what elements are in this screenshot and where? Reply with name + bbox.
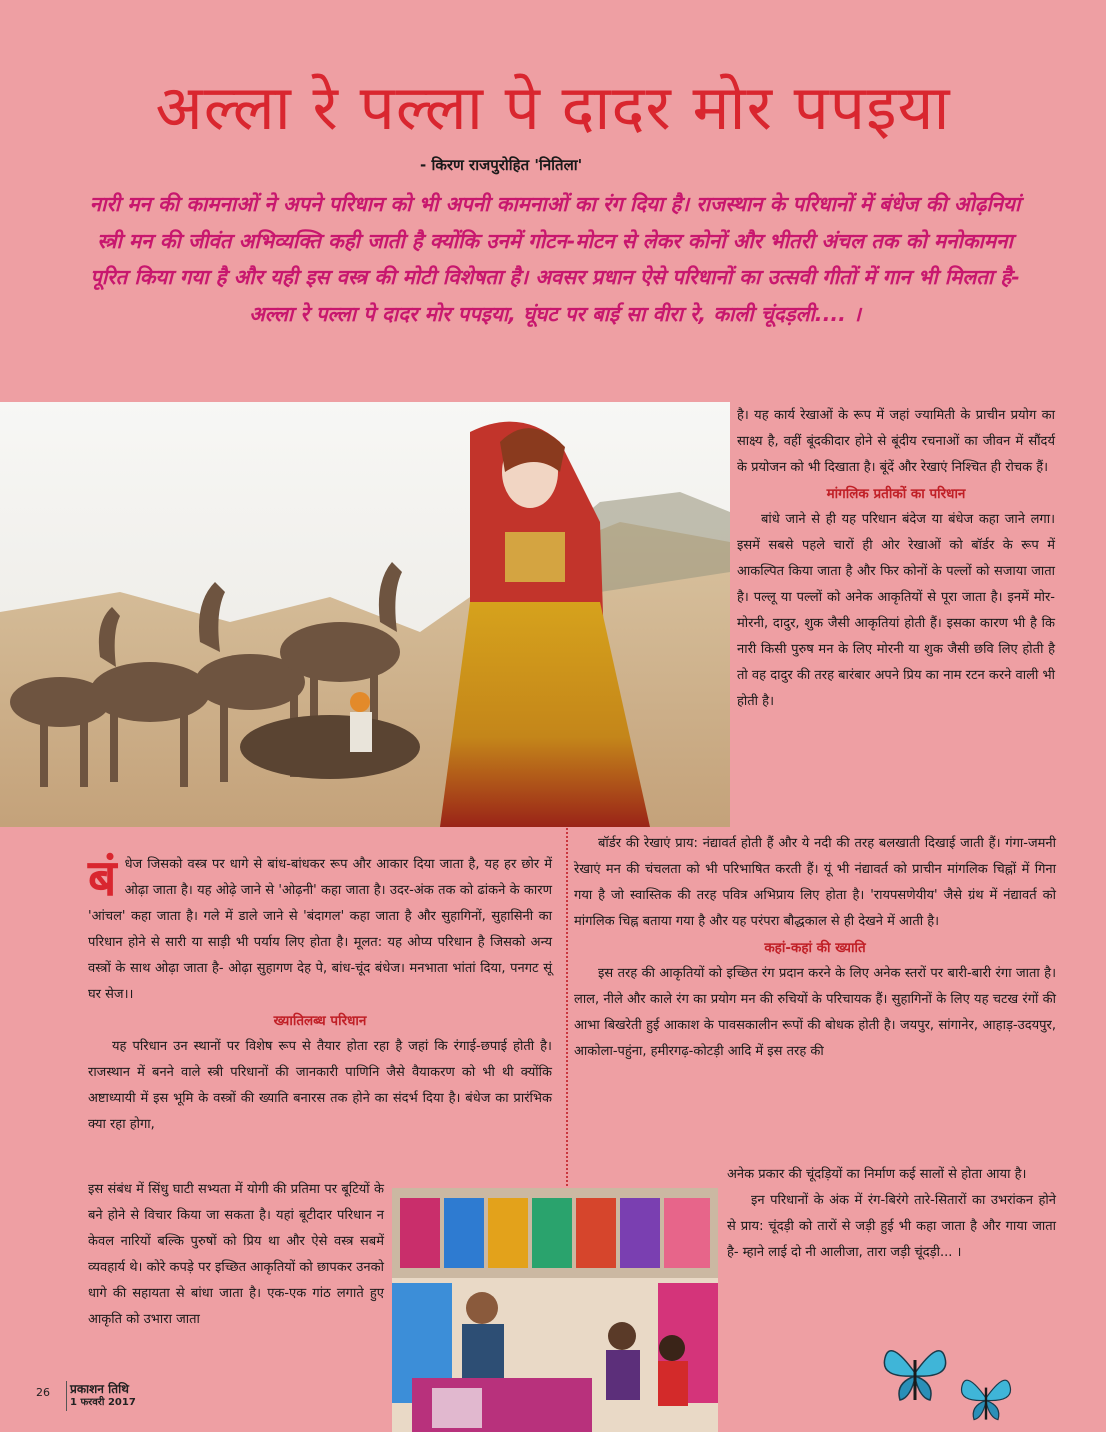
body-paragraph: है। यह कार्य रेखाओं के रूप में जहां ज्यामिती के प्राचीन प्रयोग का साक्ष्य है, वहीं बूंदकीदार होने से बूंदीय रचनाओं का जीवन में सौंदर्य के प्रयोजन को भी दिखाता है। बूंदें और रेखाएं निश्चित ही रोचक हैं। [737, 408, 1055, 475]
left-column [88, 848, 552, 1138]
dropcap: बं [88, 848, 117, 907]
footer-brand [70, 1382, 136, 1410]
butterfly-icon [958, 1370, 1014, 1426]
camels-bride-photo [0, 402, 730, 827]
author-byline: - किरण राजपुरोहित 'नितिला' [420, 156, 583, 174]
subheading: ख्यातिलब्ध परिधान [273, 1013, 367, 1029]
butterfly-icon [880, 1338, 950, 1408]
body-paragraph: अनेक प्रकार की चूंदड़ियों का निर्माण कई सालों से होता आया है। [727, 1167, 1027, 1182]
body-paragraph: इन परिधानों के अंक में रंग-बिरंगे तारे-सितारों का उभरांकन होने से प्राय: चूंदड़ी को तारों से जड़ी हुई भी कहा जाता है और गाया जाता है- म्हाने लाई दो नी आलीजा, तारा जड़ी चूंदड़ी... । [727, 1193, 1056, 1260]
right-column-upper [737, 403, 1055, 715]
article-title: अल्ला रे पल्ला पे दादर मोर पपइया [155, 71, 951, 144]
right-column-end [727, 1162, 1056, 1266]
body-paragraph: धेज जिसको वस्त्र पर धागे से बांध-बांधकर रूप और आकार दिया जाता है, यह हर छोर में ओढ़ा जाता है। यह ओढ़े जाने से 'ओढ़नी' कहा जाता है। उदर-अंक तक को ढांकने के कारण 'आंचल' कहा जाता है। गले में डाले जाने से 'बंदागल' कहा जाता है और सुहागिनों, सुहासिनी का परिधान होने से सारी या साड़ी भी पर्याय लिए होता है। मूलत: यह ओप्य परिधान है जिसको अन्य वस्त्रों के साथ ओढ़ा जाता है- ओढ़ा सुहागण देह पे, बांध-चूंद बंधेज। मनभाता भांतां दिया, पनगट सूं घर सेज।। [88, 857, 552, 1002]
body-paragraph: इस तरह की आकृतियों को इच्छित रंग प्रदान करने के लिए अनेक स्तरों पर बारी-बारी रंगा जाता है। लाल, नीले और काले रंग का प्रयोग मन की रुचियों के परिचायक हैं। सुहागिनों के लिए यह चटख रंगों की आभा बिखरेती हुई आकाश के पावसकालीन रूपों की बोधक होती है। जयपुर, सांगानेर, आहाड़-उदयपुर, आकोला-पहुंना, हमीरगढ़-कोटड़ी आदि में इस तरह की [574, 966, 1056, 1059]
body-paragraph: यह परिधान उन स्थानों पर विशेष रूप से तैयार होता रहा है जहां कि रंगाई-छपाई होती है। राजस्थान में बनने वाले स्त्री परिधानों की जानकारी पाणिनि जैसे वैयाकरण को भी थी क्योंकि अष्टाध्यायी में इस भूमि के वस्त्रों की ख्याति बनारस तक होने का संदर्भ दिया है। बंधेज का प्रारंभिक क्या रहा होगा, [88, 1039, 552, 1132]
body-paragraph: इस संबंध में सिंधु घाटी सभ्यता में योगी की प्रतिमा पर बूटियों के बने होने से विचार किया जा सकता है। यहां बूटीदार परिधान न केवल नारियों बल्कि पुरुषों को प्रिय था और ऐसे वस्त्र सबमें व्यवहार्य थे। कोरे कपड़े पर इच्छित आकृतियों को छापकर उनको धागे की सहायता से बांधा जाता है। एक-एक गांठ लगाते हुए आकृति को उभारा जाता [88, 1182, 384, 1327]
subheading: कहां-कहां की ख्याति [764, 940, 866, 956]
intro-paragraph: नारी मन की कामनाओं ने अपने परिधान को भी अपनी कामनाओं का रंग दिया है। राजस्थान के परिधानों में बंधेज की ओढ़नियां स्त्री मन की जीवंत अभिव्यक्ति कही जाती है क्योंकि उनमें गोटन-मोटन से लेकर कोनों और भीतरी अंचल तक को मनोकामना पूरित किया गया है और यही इस वस्त्र की मोटी विशेषता है। अवसर प्रधान ऐसे परिधानों का उत्सवी गीतों में गान भी मिलता है- अल्ला रे पल्ला पे दादर मोर पपइया, घूंघट पर बाई सा वीरा रे, काली चूंदड़ली.... । [89, 192, 1021, 326]
page-number: 26 [36, 1386, 50, 1399]
left-column-lower [88, 1177, 384, 1333]
issue-date: 1 फरवरी 2017 [70, 1397, 136, 1408]
subheading: मांगलिक प्रतीकों का परिधान [826, 486, 966, 502]
body-paragraph: बांधे जाने से ही यह परिधान बंदेज या बंधेज कहा जाने लगा। इसमें सबसे पहले चारों ही ओर रेखाओं को बॉर्डर के रूप में आकल्पित किया जाता है और फिर कोनों के पल्लों को सजाया जाता है। पल्लू या पल्लों को अनेक आकृतियों से पूरा जाता है। इनमें मोर-मोरनी, दादुर, शुक जैसी आकृतियां होती हैं। इसका कारण भी है कि नारी किसी पुरुष मन के लिए मोरनी या शुक जैसी छवि लिए होती है तो वह दादुर की तरह बारंबार अपने प्रिय का नाम रटन करने वाली भी होती है। [737, 512, 1055, 709]
footer-divider [66, 1381, 67, 1411]
body-paragraph: बॉर्डर की रेखाएं प्राय: नंद्यावर्त होती हैं और ये नदी की तरह बलखाती दिखाई जाती हैं। गंगा-जमनी रेखाएं मन की चंचलता को भी परिभाषित करती हैं। यूं भी नंद्यावर्त को प्राचीन मांगलिक चिह्नों में गिना गया है जो स्वास्तिक की तरह पवित्र अभिप्राय लिए होता है। 'रायपसणेयीय' जैसे ग्रंथ में नंद्यावर्त को मांगलिक चिह्न बताया गया है और यह परंपरा बौद्धकाल से ही देखने में आती है। [574, 836, 1056, 929]
magazine-name: प्रकाशन तिथि [70, 1382, 129, 1396]
textile-shop-photo [392, 1188, 718, 1432]
right-column-lower [574, 831, 1056, 1065]
